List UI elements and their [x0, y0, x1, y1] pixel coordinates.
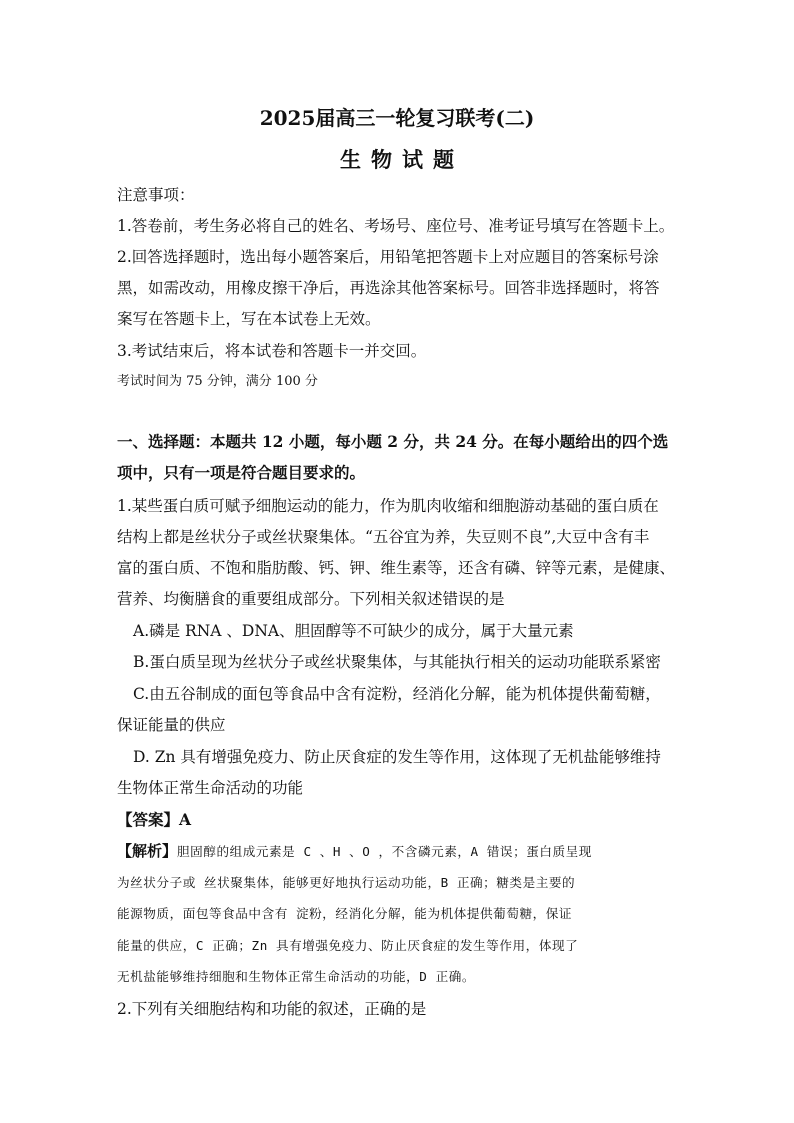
q1-option-a: A.磷是 RNA 、DNA、胆固醇等不可缺少的成分，属于大量元素	[133, 622, 574, 640]
notice-item-3: 3.考试结束后，将本试卷和答题卡一并交回。	[117, 342, 427, 360]
exam-title: 2025届高三一轮复习联考(二)	[259, 106, 535, 130]
q1-analysis-line-3: 能源物质，面包等食品中含有 淀粉，经消化分解，能为机体提供葡萄糖，保证	[117, 906, 573, 921]
q1-stem-line-1: 1.某些蛋白质可赋予细胞运动的能力，作为肌肉收缩和细胞游动基础的蛋白质在	[117, 497, 659, 515]
q1-option-d-line-2: 生物体正常生命活动的功能	[117, 779, 304, 797]
notice-item-1: 1.答卷前，考生务必将自己的姓名、考场号、座位号、准考证号填写在答题卡上。	[117, 217, 675, 235]
q2-stem-line-1: 2.下列有关细胞结构和功能的叙述，正确的是	[117, 1000, 427, 1018]
q1-analysis-line-5: 无机盐能够维持细胞和生物体正常生命活动的功能，D 正确。	[117, 969, 476, 984]
section-1-heading-line-1: 一、选择题：本题共 12 小题，每小题 2 分，共 24 分。在每小题给出的四个选	[117, 432, 669, 451]
q1-analysis-text-1: 胆固醇的组成元素是 C 、H 、O ，不含磷元素，A 错误；蛋白质呈现	[177, 844, 592, 859]
q1-analysis-line-1	[117, 840, 592, 863]
exam-time-info: 考试时间为 75 分钟，满分 100 分	[117, 374, 318, 389]
notice-item-2-line-3: 案写在答题卡上，写在本试卷上无效。	[117, 310, 381, 328]
q1-option-b: B.蛋白质呈现为丝状分子或丝状聚集体，与其能执行相关的运动功能联系紧密	[133, 653, 661, 671]
q1-answer: 【答案】A	[117, 810, 192, 829]
notice-heading: 注意事项：	[117, 186, 195, 204]
section-1-heading-line-2: 项中，只有一项是符合题目要求的。	[117, 463, 366, 482]
q1-option-d-line-1: D. Zn 具有增强免疫力、防止厌食症的发生等作用，这体现了无机盐能够维持	[133, 748, 661, 766]
q1-stem-line-3: 富的蛋白质、不饱和脂肪酸、钙、钾、维生素等，还含有磷、锌等元素，是健康、	[117, 559, 676, 577]
q1-option-c-line-1: C.由五谷制成的面包等食品中含有淀粉，经消化分解，能为机体提供葡萄糖，	[133, 685, 661, 703]
q1-option-c-line-2: 保证能量的供应	[117, 716, 226, 734]
subject-title: 生物试题	[340, 147, 464, 172]
q1-analysis-line-4: 能量的供应，C 正确；Zn 具有增强免疫力、防止厌食症的发生等作用，体现了	[117, 938, 579, 953]
notice-item-2-line-2: 黑，如需改动，用橡皮擦干净后，再选涂其他答案标号。回答非选择题时，将答	[117, 279, 660, 297]
q1-analysis-tag: 【解析】	[117, 842, 178, 860]
q1-stem-line-4: 营养、均衡膳食的重要组成部分。下列相关叙述错误的是	[117, 590, 505, 608]
notice-item-2-line-1: 2.回答选择题时，选出每小题答案后，用铅笔把答题卡上对应题目的答案标号涂	[117, 248, 659, 266]
q1-stem-line-2: 结构上都是丝状分子或丝状聚集体。“五谷宜为养，失豆则不良”,大豆中含有丰	[117, 528, 650, 546]
q1-analysis-line-2: 为丝状分子或 丝状聚集体，能够更好地执行运动功能，B 正确；糖类是主要的	[117, 875, 576, 890]
